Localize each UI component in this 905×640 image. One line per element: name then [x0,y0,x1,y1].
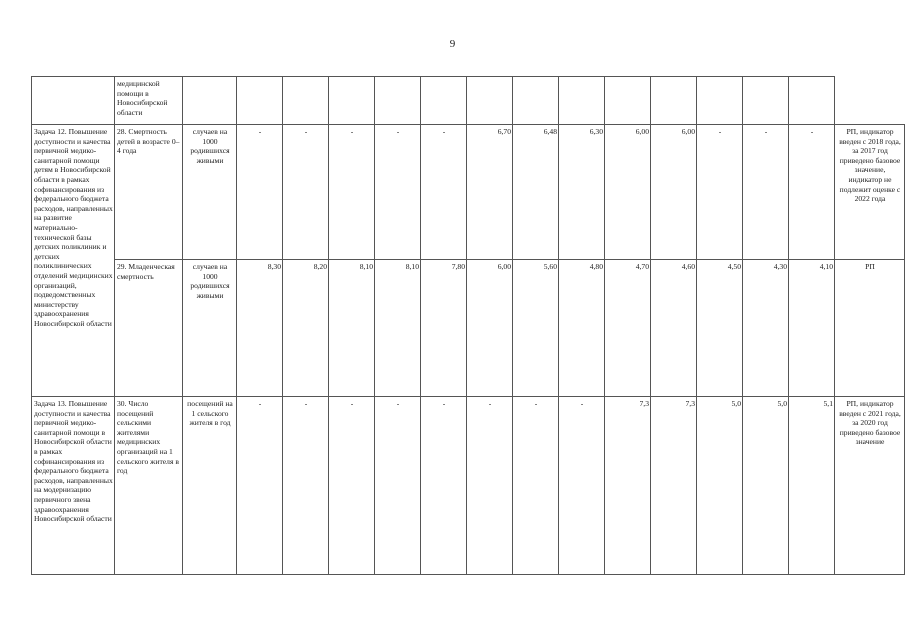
value-cell: 6,48 [513,125,559,260]
value-cell: 6,00 [605,125,651,260]
table-row [32,397,905,575]
value-cell: - [513,397,559,575]
value-cell: 8,10 [375,260,421,397]
table-row [32,125,905,260]
value-cell: 7,3 [605,397,651,575]
value-cell: - [421,397,467,575]
table-row [32,260,905,397]
unit-cell: случаев на 1000 родившихся живыми [183,125,237,260]
value-cell: 4,80 [559,260,605,397]
value-cell: 4,60 [651,260,697,397]
value-cell: 6,00 [651,125,697,260]
unit-cell: случаев на 1000 родившихся живыми [183,260,237,397]
note-cell: РП, индикатор введен с 2021 года, за 2020 год приведено базовое значение [835,397,905,575]
value-cell: - [467,397,513,575]
value-cell: 4,50 [697,260,743,397]
value-cell: - [283,397,329,575]
value-cell: 7,80 [421,260,467,397]
value-cell: 6,30 [559,125,605,260]
task-cell [32,77,115,125]
value-cell: 8,20 [283,260,329,397]
value-cell: - [283,125,329,260]
value-cell: 5,0 [697,397,743,575]
value-cell: 5,0 [743,397,789,575]
value-cell: 5,1 [789,397,835,575]
note-cell: РП [835,260,905,397]
indicators-table [31,76,905,575]
task-cell: Задача 13. Повышение доступности и качества первичной медико-санитарной помощи в Новосибирской области в рамках софинансирования из федерального бюджета расходов, направленных на модернизацию первичного звена здравоохранения Новосибирской области [32,397,115,575]
value-cell: 4,30 [743,260,789,397]
value-cell: - [329,397,375,575]
value-cell: - [237,125,283,260]
value-cell: - [743,125,789,260]
value-cell: 6,70 [467,125,513,260]
value-cell: 6,00 [467,260,513,397]
value-cell: - [421,125,467,260]
value-cell: 4,70 [605,260,651,397]
indicator-cell: 29. Младенческая смертность [115,260,183,397]
page-number: 9 [449,38,456,50]
value-cell: - [237,397,283,575]
value-cell: 4,10 [789,260,835,397]
task-cell: Задача 12. Повышение доступности и качества первичной медико-санитарной помощи детям в Новосибирской области в рамках софинансирования из федерального бюджета расходов, направленных на развитие материально-технической базы детских поликлиник и детских поликлинических отделений медицинских организаций, подведомственных министерству здравоохранения Новосибирской области [32,125,115,397]
value-cell: 8,10 [329,260,375,397]
value-cell: 8,30 [237,260,283,397]
value-cell: - [329,125,375,260]
indicator-cell: 30. Число посещений сельскими жителями медицинских организаций на 1 сельского жителя в год [115,397,183,575]
table-row [32,77,905,125]
value-cell: - [375,125,421,260]
value-cell: 5,60 [513,260,559,397]
indicator-cell: 28. Смертность детей в возрасте 0–4 года [115,125,183,260]
indicator-cell: медицинской помощи в Новосибирской области [115,77,183,125]
value-cell: - [789,125,835,260]
note-cell: РП, индикатор введен с 2018 года, за 2017 год приведено базовое значение, индикатор не подлежит оценке с 2022 года [835,125,905,260]
value-cell: - [697,125,743,260]
value-cell: 7,3 [651,397,697,575]
unit-cell: посещений на 1 сельского жителя в год [183,397,237,575]
value-cell: - [559,397,605,575]
value-cell: - [375,397,421,575]
